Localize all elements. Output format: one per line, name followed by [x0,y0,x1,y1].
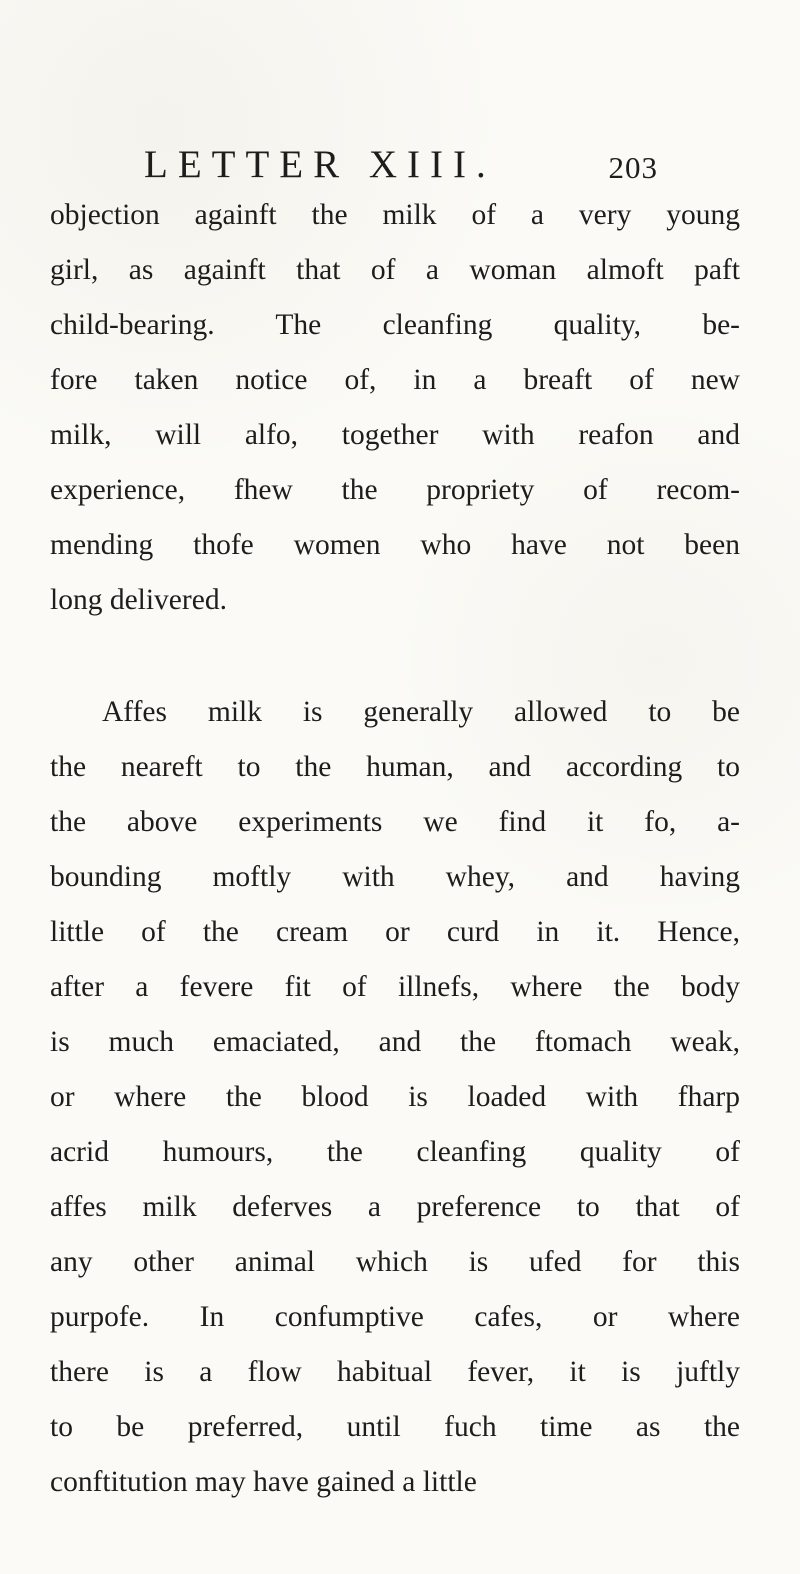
paragraph-line: or where the blood is loaded with fharp [50,1081,740,1113]
paragraph-line: bounding moftly with whey, and having [50,861,740,893]
paragraph-line: conftitution may have gained a little [50,1466,477,1498]
paragraph-line: child-bearing. The cleanfing quality, be- [50,309,740,341]
paragraph-line: Affes milk is generally allowed to be [102,696,740,728]
paragraph-line: any other animal which is ufed for this [50,1246,740,1278]
paragraph-line: acrid humours, the cleanfing quality of [50,1136,740,1168]
paragraph-line: the above experiments we find it fo, a- [50,806,740,838]
paragraph-line: there is a flow habitual fever, it is juftly [50,1356,740,1388]
paragraph-line: purpofe. In confumptive cafes, or where [50,1301,740,1333]
paragraph-line: mending thofe women who have not been [50,529,740,561]
body-text [50,188,740,1510]
running-head [118,142,658,194]
paragraph-1 [50,188,740,628]
paragraph-line: fore taken notice of, in a breaft of new [50,364,740,396]
paragraph-line: the neareft to the human, and according to [50,751,740,783]
paragraph-line: objection againft the milk of a very young [50,199,740,231]
letter-title: LETTER XIII. [144,143,496,186]
paragraph-line: after a fevere fit of illnefs, where the body [50,971,740,1003]
paragraph-line: to be preferred, until fuch time as the [50,1411,740,1443]
paragraph-spacing [50,628,740,685]
paragraph-line: milk, will alfo, together with reafon and [50,419,740,451]
page-number: 203 [608,150,658,185]
paragraph-line: girl, as againft that of a woman almoft paft [50,254,740,286]
paragraph-line: little of the cream or curd in it. Hence, [50,916,740,948]
paragraph-2 [50,685,740,1510]
paragraph-line: experience, fhew the propriety of recom- [50,474,740,506]
paragraph-line: is much emaciated, and the ftomach weak, [50,1026,740,1058]
paragraph-line: long delivered. [50,584,227,616]
paragraph-line: affes milk deferves a preference to that of [50,1191,740,1223]
